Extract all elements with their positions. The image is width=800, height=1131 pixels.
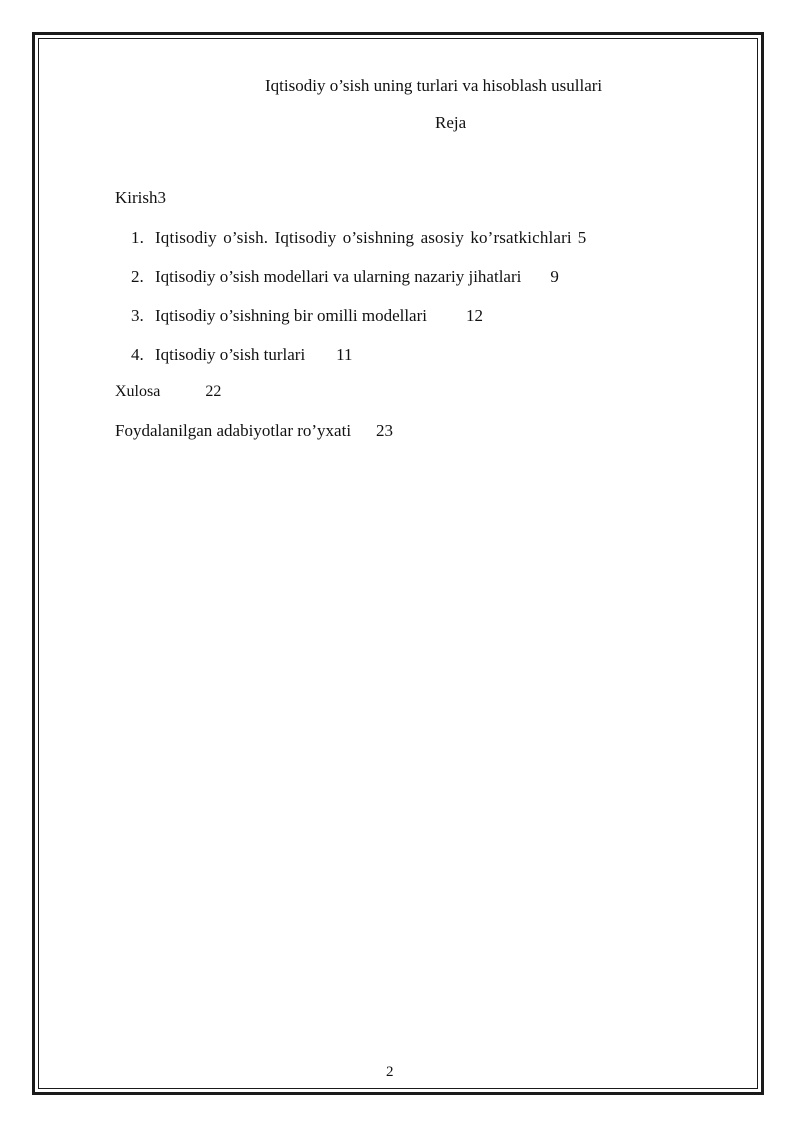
toc-references-label: Foydalanilgan adabiyotlar ro’yxati bbox=[115, 421, 352, 440]
toc-item-label: Iqtisodiy o’sish turlari bbox=[155, 345, 306, 364]
toc-intro bbox=[115, 188, 166, 208]
document-title: Iqtisodiy o’sish uning turlari va hisoblash usullari bbox=[265, 76, 603, 95]
page-number: 2 bbox=[386, 1064, 394, 1080]
toc-item-number: 3. bbox=[131, 306, 144, 325]
toc-conclusion-page: 22 bbox=[205, 383, 222, 400]
toc-item-label: Iqtisodiy o’sish modellari va ularning nazariy jihatlari bbox=[155, 267, 522, 286]
toc-item-number: 1. bbox=[131, 228, 145, 247]
toc-item-page: 11 bbox=[336, 345, 353, 364]
toc-item-2 bbox=[131, 267, 559, 287]
toc-intro-page: 3 bbox=[157, 188, 166, 207]
toc-conclusion bbox=[115, 383, 221, 401]
toc-item-4 bbox=[131, 345, 353, 365]
toc-item-label: Iqtisodiy o’sishning bir omilli modellari bbox=[155, 306, 427, 325]
toc-item-number: 2. bbox=[131, 267, 144, 286]
toc-references-page: 23 bbox=[376, 421, 394, 440]
toc-item-page: 5 bbox=[577, 228, 587, 247]
toc-item-number: 4. bbox=[131, 345, 144, 364]
toc-item-3 bbox=[131, 306, 483, 326]
toc-references bbox=[115, 421, 393, 441]
toc-intro-label: Kirish bbox=[115, 188, 158, 207]
toc-conclusion-label: Xulosa bbox=[115, 383, 161, 400]
toc-item-1 bbox=[131, 228, 586, 248]
toc-item-page: 12 bbox=[466, 306, 483, 325]
document-subtitle: Reja bbox=[435, 113, 467, 132]
toc-item-page: 9 bbox=[550, 267, 559, 286]
toc-item-label: Iqtisodiy o’sish. Iqtisodiy o’sishning asosiy ko’rsatkichlari bbox=[155, 228, 572, 247]
